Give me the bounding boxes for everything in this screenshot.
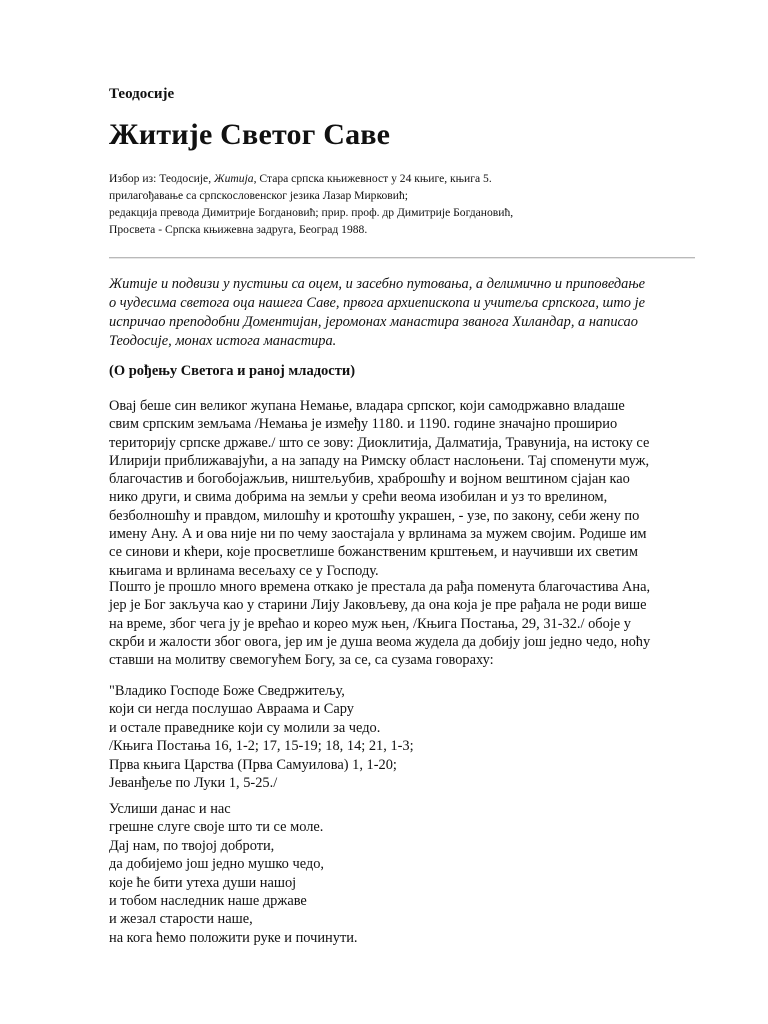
verse-line: грешне слуге своје што ти се моле. xyxy=(109,819,324,836)
verse-line: Прва књига Царства (Прва Самуилова) 1, 1-20; xyxy=(109,756,397,773)
intro-paragraph xyxy=(109,275,645,351)
document-title: Житије Светог Саве xyxy=(109,118,391,151)
verse-line: који си негда послушао Авраама и Сару xyxy=(109,701,354,718)
paragraph-line: јер је Бог закључа као у старини Лију Јаковљеву, да она која је пре рађала не роди више xyxy=(109,597,647,614)
verse-line: Дај нам, по твојој доброти, xyxy=(109,837,275,854)
source-line-4: Просвета - Српска књижевна задруга, Београд 1988. xyxy=(109,223,368,236)
source-line-1-prefix: Избор из: Теодосије, xyxy=(109,172,214,185)
prayer-verse-2 xyxy=(109,800,358,947)
paragraph-line: на време, због чега ју је врећао и кореo муж њен, /Књига Постања, 29, 31-32./ обоје у xyxy=(109,615,631,632)
prayer-verse-1 xyxy=(109,682,414,792)
intro-line: о чудесима светога оца нашега Саве, првога архиепископа и учитеља српскога, што је xyxy=(109,295,645,311)
verse-line: које ће бити утеха души нашој xyxy=(109,874,297,891)
verse-line: и остале праведнике који су молили за чедо. xyxy=(109,719,381,736)
paragraph-line: Илирији приближавајући, а на западу на Римску област наслоњени. Тај споменути муж, xyxy=(109,452,650,469)
body-paragraph-1 xyxy=(109,397,649,580)
paragraph-line: безболношћу и правдом, милошћу и кротошћу украшен, - узе, по закону, себи жену по xyxy=(109,507,640,524)
verse-line: и жезал старости наше, xyxy=(109,911,253,928)
paragraph-line: благочастив и богобојажљив, ништељубив, храброшћу и војном вештином сјајан као xyxy=(109,471,630,488)
source-line-3: редакција превода Димитрије Богдановић; прир. проф. др Димитрије Богдановић, xyxy=(109,206,514,219)
verse-line: "Владико Господе Боже Сведржитељу, xyxy=(109,683,345,699)
source-line-1-italic: Житија xyxy=(214,172,254,185)
source-citation xyxy=(109,170,513,238)
section-heading: (О рођењу Светога и раној младости) xyxy=(109,363,356,379)
source-line-1 xyxy=(109,170,513,187)
intro-line: Теодосије, монах истога манастира. xyxy=(109,333,337,349)
verse-line: /Књига Постања 16, 1-2; 17, 15-19; 18, 14; 21, 1-3; xyxy=(109,738,414,755)
paragraph-line: ставши на молитву свемогућем Богу, за се, са сузама говораху: xyxy=(109,652,494,669)
source-line-2: прилагођавање са српскословенског језика Лазар Мирковић; xyxy=(109,189,408,202)
author-name: Теодосије xyxy=(109,86,175,102)
source-line-1-suffix: , Стара српска књижевност у 24 књиге, књига 5. xyxy=(253,172,492,185)
paragraph-line: нико други, и свима добрима на земљи у срећи веома изобилан и уз то врелином, xyxy=(109,489,608,506)
paragraph-line: се синови и кћери, које просветлише божанственим крштењем, и научивши их светим xyxy=(109,544,638,561)
paragraph-line: Пошто је прошло много времена откако је престала да рађа поменута благочастива Ана, xyxy=(109,579,651,595)
horizontal-divider xyxy=(109,257,695,259)
paragraph-line: Овај беше син великог жупана Немање, владара српског, који самодржавно владаше xyxy=(109,398,625,414)
verse-line: и тобом наследник наше државе xyxy=(109,893,307,910)
paragraph-line: књигама и врлинама весељаху се у Господу. xyxy=(109,562,379,579)
verse-line: да добијемо још једно мушко чедо, xyxy=(109,856,325,873)
paragraph-line: свим српским земљама /Немања је између 1180. и 1190. године значајно проширио xyxy=(109,416,618,433)
verse-line: Јеванђеље по Луки 1, 5-25./ xyxy=(109,775,278,792)
paragraph-line: скрби и жалости због овога, јер им је душа веома жудела да добију још једно чедо, ноћу xyxy=(109,633,651,650)
intro-line: испричао преподобни Доментијан, јеромонах манастира званога Хиландар, а написао xyxy=(109,314,638,330)
verse-line: на кога ћемо положити руке и починути. xyxy=(109,929,358,946)
paragraph-line: имену Ану. А и ова није ни по чему заостајала у врлинама за мужем својим. Родише им xyxy=(109,526,647,543)
verse-line: Услиши данас и нас xyxy=(109,801,231,817)
intro-line: Житије и подвизи у пустињи са оцем, и засебно путовања, а делимично и приповедање xyxy=(109,276,646,292)
body-paragraph-2 xyxy=(109,578,650,669)
paragraph-line: територију српске државе./ што се зову: Диоклитија, Далматија, Травунија, на истоку се xyxy=(109,434,650,451)
